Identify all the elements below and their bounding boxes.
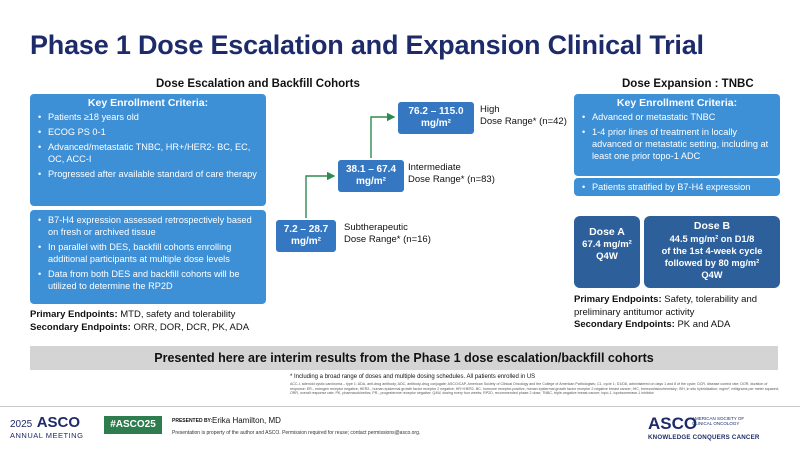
list-item: • B7-H4 expression assessed retrospectively based on fresh or archived tissue	[38, 214, 260, 238]
dose-b-line: of the 1st 4-week cycle	[661, 246, 763, 256]
dose-a-line: 67.4 mg/m²	[582, 239, 632, 250]
list-item: • ECOG PS 0-1	[38, 126, 260, 138]
dose-box-intermediate	[338, 160, 404, 192]
secondary-endpoints-value: PK and ADA	[677, 319, 731, 330]
asco-annual-meeting-logo	[10, 414, 83, 440]
list-item: • Data from both DES and backfill cohorts will be utilized to determine the RP2D	[38, 268, 260, 292]
left-criteria-title: Key Enrollment Criteria:	[87, 97, 209, 109]
right-endpoints	[574, 294, 788, 332]
meeting-org: ASCO	[36, 414, 81, 431]
interim-results-banner: Presented here are interim results from the Phase 1 dose escalation/backfill cohorts	[30, 346, 778, 370]
dose-label-intermediate	[408, 162, 495, 186]
dose-label-high	[480, 104, 567, 128]
property-note: Presentation is property of the author and ASCO. Permission required for reuse; contact permissions@asco.org.	[172, 430, 421, 436]
asco-logo	[648, 414, 760, 441]
list-item: • Patients stratified by B7-H4 expression	[582, 181, 774, 193]
dose-expansion-heading: Dose Expansion : TNBC	[622, 78, 754, 90]
dose-a-tile	[574, 216, 640, 288]
dose-range: 76.2 – 115.0	[408, 106, 464, 117]
asco-logo-name: ASCO	[648, 414, 698, 433]
list-item: • In parallel with DES, backfill cohorts enrolling additional participants at multiple dose levels	[38, 241, 260, 265]
list-item: • Advanced or metastatic TNBC	[582, 111, 774, 123]
dose-b-line: 44.5 mg/m² on D1/8	[669, 234, 755, 244]
primary-endpoints-value: MTD, safety and tolerability	[120, 309, 236, 320]
dose-range: 7.2 – 28.7	[283, 224, 329, 235]
arrow-sub-to-intermediate	[306, 176, 334, 218]
dose-a-title: Dose A	[589, 226, 625, 238]
dose-box-subtherapeutic	[276, 220, 336, 252]
dose-range: 38.1 – 67.4	[345, 164, 397, 175]
dose-b-title: Dose B	[693, 220, 731, 232]
dose-label-subtherapeutic	[344, 222, 431, 246]
dose-label-range: Dose Range* (n=42)	[480, 116, 567, 127]
dose-box-high	[398, 102, 474, 134]
dose-a-line: Q4W	[596, 251, 618, 262]
dose-escalation-heading: Dose Escalation and Backfill Cohorts	[156, 78, 360, 90]
secondary-endpoints-value: ORR, DOR, DCR, PK, ADA	[133, 321, 250, 333]
primary-endpoints-value: Safety, tolerability and preliminary antitumor activity	[574, 294, 758, 318]
dose-b-tile	[644, 216, 780, 288]
hashtag-badge: #ASCO25	[104, 416, 162, 434]
stratification-list	[574, 178, 780, 193]
stratification-box	[574, 178, 780, 196]
meeting-year: 2025	[10, 419, 33, 430]
footer-divider	[0, 406, 800, 407]
slide-title: Phase 1 Dose Escalation and Expansion Clinical Trial	[30, 30, 704, 60]
society-name: AMERICAN SOCIETY OF CLINICAL ONCOLOGY	[692, 416, 745, 426]
right-criteria-title: Key Enrollment Criteria:	[616, 97, 738, 109]
meeting-name: ANNUAL MEETING	[10, 431, 84, 440]
dose-label-range: Dose Range* (n=83)	[408, 174, 495, 185]
primary-endpoints-label: Primary Endpoints:	[574, 294, 662, 305]
presented-by-label: PRESENTED BY:	[172, 418, 213, 424]
tagline: KNOWLEDGE CONQUERS CANCER	[648, 434, 760, 441]
right-criteria-list	[574, 109, 780, 162]
secondary-endpoints-label: Secondary Endpoints:	[574, 319, 675, 330]
dose-b-line: Q4W	[701, 270, 723, 280]
dose-label-name: High	[480, 104, 500, 115]
list-item: • Progressed after available standard of care therapy	[38, 168, 260, 180]
abbreviations-footnote: ACC-I, adenoid cystic carcinoma – type 1; ADA, anti-drug antibody; ADC, antibody-drug conjugate; ASCO/CAP, American Society of Clinical Oncology and the College of American Pathologists; C1, cycle 1; D1/D8, administered on days 1 and 8 of the cycle; DCR, disease control rate; DOR, duration of response; ER-, estrogen receptor negative; HER2-, human epidermal growth factor receptor 2 negative; HR+/HER2- BC, hormone receptor-positive, human epidermal growth factor receptor 2 negative breast cancer; IHC, immunohistochemistry; ISH, in situ hybridization; mg/m², milligrams per meter squared; ORR, overall response rate; PK, pharmacokinetics; PR-, progesterone receptor negative; Q4W, dosing every four weeks; RP2D, recommended phase 2 dose; TNBC, triple-negative breast cancer; topo-1, topoisomerase-1 inhibitor	[290, 382, 779, 396]
right-criteria-box	[574, 94, 780, 176]
primary-endpoints-label: Primary Endpoints:	[30, 309, 118, 320]
dose-label-name: Intermediate	[408, 162, 461, 173]
list-item: • Patients ≥18 years old	[38, 111, 260, 123]
arrow-intermediate-to-high	[371, 117, 394, 158]
list-item: • Advanced/metastatic TNBC, HR+/HER2- BC, EC, OC, ACC-I	[38, 141, 260, 165]
footnote: * Including a broad range of doses and multiple dosing schedules. All patients enrolled in US	[290, 374, 536, 380]
dose-unit: mg/m²	[291, 236, 321, 247]
dose-label-name: Subtherapeutic	[344, 222, 408, 233]
list-item: • 1-4 prior lines of treatment in locally advanced or metastatic setting, including at least one prior topo-1 ADC	[582, 126, 774, 162]
dose-b-line: followed by 80 mg/m²	[664, 258, 760, 268]
presenter-name: Erika Hamilton, MD	[212, 416, 281, 425]
dose-unit: mg/m²	[356, 176, 386, 187]
dose-label-range: Dose Range* (n=16)	[344, 234, 431, 245]
dose-unit: mg/m²	[421, 118, 451, 129]
secondary-endpoints-label: Secondary Endpoints:	[30, 321, 131, 333]
